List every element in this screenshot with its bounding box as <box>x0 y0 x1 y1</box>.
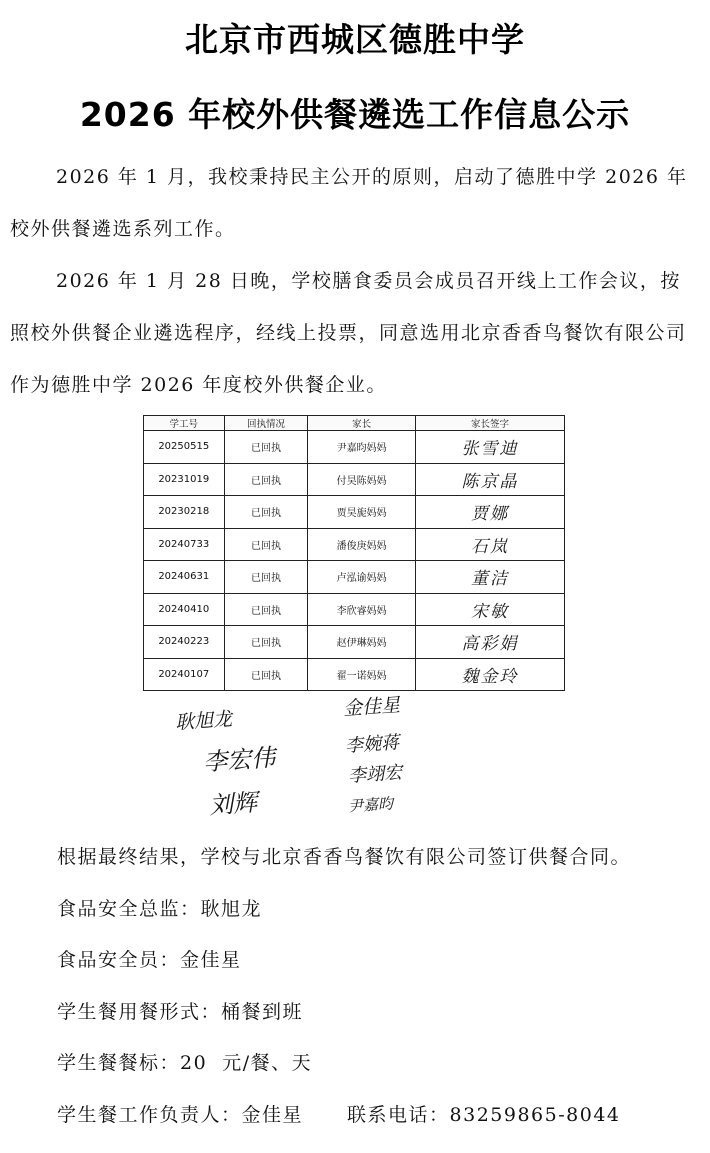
cell-receipt: 已回执 <box>224 463 308 496</box>
cell-student-id: 20231019 <box>144 463 225 496</box>
cell-receipt: 已回执 <box>224 658 308 691</box>
cell-student-id: 20250515 <box>144 431 225 464</box>
page-subtitle: 2026 年校外供餐遴选工作信息公示 <box>79 95 631 134</box>
paragraph-meeting: 2026 年 1 月 28 日晚，学校膳食委员会成员召开线上工作会议，按照校外供餐企业遴选程序，经线上投票，同意选用北京香香鸟餐饮有限公司作为德胜中学 2026 年度校外供餐企业。 <box>10 270 687 396</box>
cell-receipt: 已回执 <box>224 431 308 464</box>
table-row <box>144 658 565 691</box>
cell-parent-signature: 陈京晶 <box>415 463 564 496</box>
cell-student-id: 20240410 <box>144 593 225 626</box>
cell-student-id: 20240107 <box>144 658 225 691</box>
table-row <box>144 528 565 561</box>
committee-signatures <box>143 692 565 824</box>
cell-student-id: 20240631 <box>144 561 225 594</box>
food-safety-officer: 食品安全员：金佳星 <box>57 949 242 971</box>
table-row <box>144 561 565 594</box>
table-row <box>144 431 565 464</box>
cell-parent: 翟一诺妈妈 <box>308 658 416 691</box>
cell-parent: 尹嘉昀妈妈 <box>308 431 416 464</box>
cell-parent-signature: 董洁 <box>415 561 564 594</box>
table-header-row <box>144 416 565 431</box>
page-title: 北京市西城区德胜中学 <box>185 20 525 59</box>
cell-parent: 贾昊旎妈妈 <box>308 496 416 529</box>
header-student-id: 学工号 <box>144 416 225 431</box>
cell-parent: 李欣睿妈妈 <box>308 593 416 626</box>
cell-receipt: 已回执 <box>224 561 308 594</box>
table-row <box>144 593 565 626</box>
handwritten-signature: 尹嘉昀 <box>347 794 394 816</box>
cell-parent: 付昊陈妈妈 <box>308 463 416 496</box>
cell-parent-signature: 石岚 <box>415 528 564 561</box>
table-row <box>144 496 565 529</box>
cell-parent: 赵伊琳妈妈 <box>308 626 416 659</box>
cell-parent-signature: 张雪迪 <box>415 431 564 464</box>
header-receipt: 回执情况 <box>224 416 308 431</box>
cell-parent-signature: 魏金玲 <box>415 658 564 691</box>
handwritten-signature: 李翊宏 <box>347 762 403 787</box>
contact-phone: 联系电话：83259865-8044 <box>347 1104 621 1126</box>
cell-parent-signature: 宋敏 <box>415 593 564 626</box>
responsible-person: 学生餐工作负责人：金佳星 <box>57 1104 304 1126</box>
handwritten-signature: 李婉蒋 <box>344 732 400 757</box>
header-parent-signature: 家长签字 <box>415 416 564 431</box>
parent-sign-sheet <box>143 415 565 692</box>
cell-parent: 潘俊庚妈妈 <box>308 528 416 561</box>
cell-receipt: 已回执 <box>224 626 308 659</box>
cell-student-id: 20230218 <box>144 496 225 529</box>
meal-price: 学生餐餐标：20 元/餐、天 <box>57 1052 313 1074</box>
cell-receipt: 已回执 <box>224 593 308 626</box>
cell-parent: 卢泓谕妈妈 <box>308 561 416 594</box>
handwritten-signature: 李宏伟 <box>202 743 277 777</box>
cell-receipt: 已回执 <box>224 528 308 561</box>
header-parent: 家长 <box>308 416 416 431</box>
paragraph-launch: 2026 年 1 月，我校秉持民主公开的原则，启动了德胜中学 2026 年校外供餐遴选系列工作。 <box>10 166 688 240</box>
handwritten-signature: 金佳星 <box>342 694 401 720</box>
handwritten-signature: 刘辉 <box>208 788 259 820</box>
cell-parent-signature: 高彩娟 <box>415 626 564 659</box>
meal-form: 学生餐用餐形式：桶餐到班 <box>57 1001 304 1023</box>
parent-sign-table <box>143 415 565 691</box>
table-row <box>144 463 565 496</box>
cell-student-id: 20240733 <box>144 528 225 561</box>
table-row <box>144 626 565 659</box>
cell-student-id: 20240223 <box>144 626 225 659</box>
table-body <box>144 431 565 691</box>
food-safety-director: 食品安全总监：耿旭龙 <box>57 898 263 920</box>
contact-line <box>57 1100 621 1127</box>
cell-receipt: 已回执 <box>224 496 308 529</box>
handwritten-signature: 耿旭龙 <box>174 708 233 734</box>
cell-parent-signature: 贾娜 <box>415 496 564 529</box>
result-line: 根据最终结果，学校与北京香香鸟餐饮有限公司签订供餐合同。 <box>57 846 632 868</box>
